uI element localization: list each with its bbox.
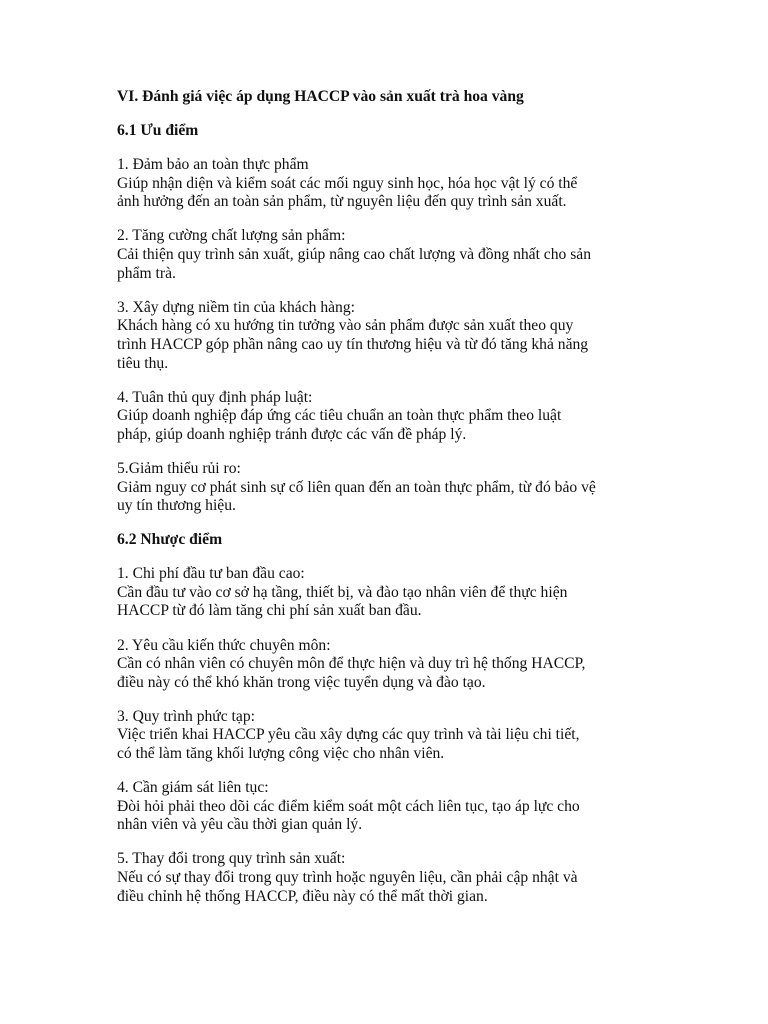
item-body: Nếu có sự thay đổi trong quy trình hoặc nguyên liệu, cần phải cập nhật và điều chỉnh hệ thống HACCP, điều này có thể mất thời gian. — [117, 869, 578, 905]
item-heading: 4. Cần giám sát liên tục: — [117, 779, 269, 797]
item-heading: 5.Giảm thiểu rủi ro: — [117, 459, 241, 477]
advantage-item-4 — [117, 389, 657, 445]
item-heading: 2. Tăng cường chất lượng sản phẩm: — [117, 227, 346, 245]
advantage-item-3 — [117, 299, 657, 373]
document-title: VI. Đánh giá việc áp dụng HACCP vào sản xuất trà hoa vàng — [117, 88, 524, 105]
item-heading: 2. Yêu cầu kiến thức chuyên môn: — [117, 636, 331, 654]
item-heading: 3. Quy trình phức tạp: — [117, 707, 255, 725]
advantage-item-5 — [117, 460, 657, 516]
advantage-item-2 — [117, 227, 657, 283]
document-page — [117, 88, 657, 922]
item-body: Việc triển khai HACCP yêu cầu xây dựng các quy trình và tài liệu chi tiết, có thể làm tăng khối lượng công việc cho nhân viên. — [117, 726, 580, 763]
item-body: Cải thiện quy trình sản xuất, giúp nâng cao chất lượng và đồng nhất cho sản phẩm trà. — [117, 246, 592, 282]
item-heading: 1. Chi phí đầu tư ban đầu cao: — [117, 565, 305, 583]
item-body: Đòi hỏi phải theo dõi các điểm kiểm soát một cách liên tục, tạo áp lực cho nhân viên và yêu cầu thời gian quản lý. — [117, 797, 580, 834]
item-body: Giúp doanh nghiệp đáp ứng các tiêu chuẩn an toàn thực phẩm theo luật pháp, giúp doanh nghiệp tránh được các vấn đề pháp lý. — [117, 407, 562, 443]
item-body: Cần có nhân viên có chuyên môn để thực hiện và duy trì hệ thống HACCP, điều này có thể khó khăn trong việc tuyển dụng và đào tạo. — [117, 655, 586, 691]
item-heading: 5. Thay đổi trong quy trình sản xuất: — [117, 850, 346, 868]
section-heading-advantages: 6.1 Ưu điểm — [117, 122, 199, 140]
item-body: Giúp nhận diện và kiểm soát các mối nguy sinh học, hóa học vật lý có thể ảnh hưởng đến an toàn sản phẩm, từ nguyên liệu đến quy trình sản xuất. — [117, 174, 578, 211]
disadvantage-item-4 — [117, 779, 657, 835]
section-heading-disadvantages: 6.2 Nhược điểm — [117, 531, 223, 549]
item-heading: 1. Đảm bảo an toàn thực phẩm — [117, 156, 309, 174]
item-body: Khách hàng có xu hướng tin tưởng vào sản phẩm được sản xuất theo quy trình HACCP góp phần nâng cao uy tín thương hiệu và từ đó tăng khả năng tiêu thụ. — [117, 317, 589, 372]
disadvantage-item-2 — [117, 637, 657, 693]
advantage-item-1 — [117, 156, 657, 212]
disadvantage-item-5 — [117, 850, 657, 906]
item-heading: 4. Tuân thủ quy định pháp luật: — [117, 388, 313, 406]
item-heading: 3. Xây dựng niềm tin của khách hàng: — [117, 298, 355, 316]
section-advantages — [117, 122, 657, 516]
disadvantage-item-1 — [117, 565, 657, 621]
section-disadvantages — [117, 531, 657, 906]
item-body: Giảm nguy cơ phát sinh sự cố liên quan đến an toàn thực phẩm, từ đó bảo vệ uy tín thương hiệu. — [117, 478, 596, 515]
disadvantage-item-3 — [117, 708, 657, 764]
item-body: Cần đầu tư vào cơ sở hạ tầng, thiết bị, và đào tạo nhân viên để thực hiện HACCP từ đó làm tăng chi phí sản xuất ban đầu. — [117, 583, 568, 620]
